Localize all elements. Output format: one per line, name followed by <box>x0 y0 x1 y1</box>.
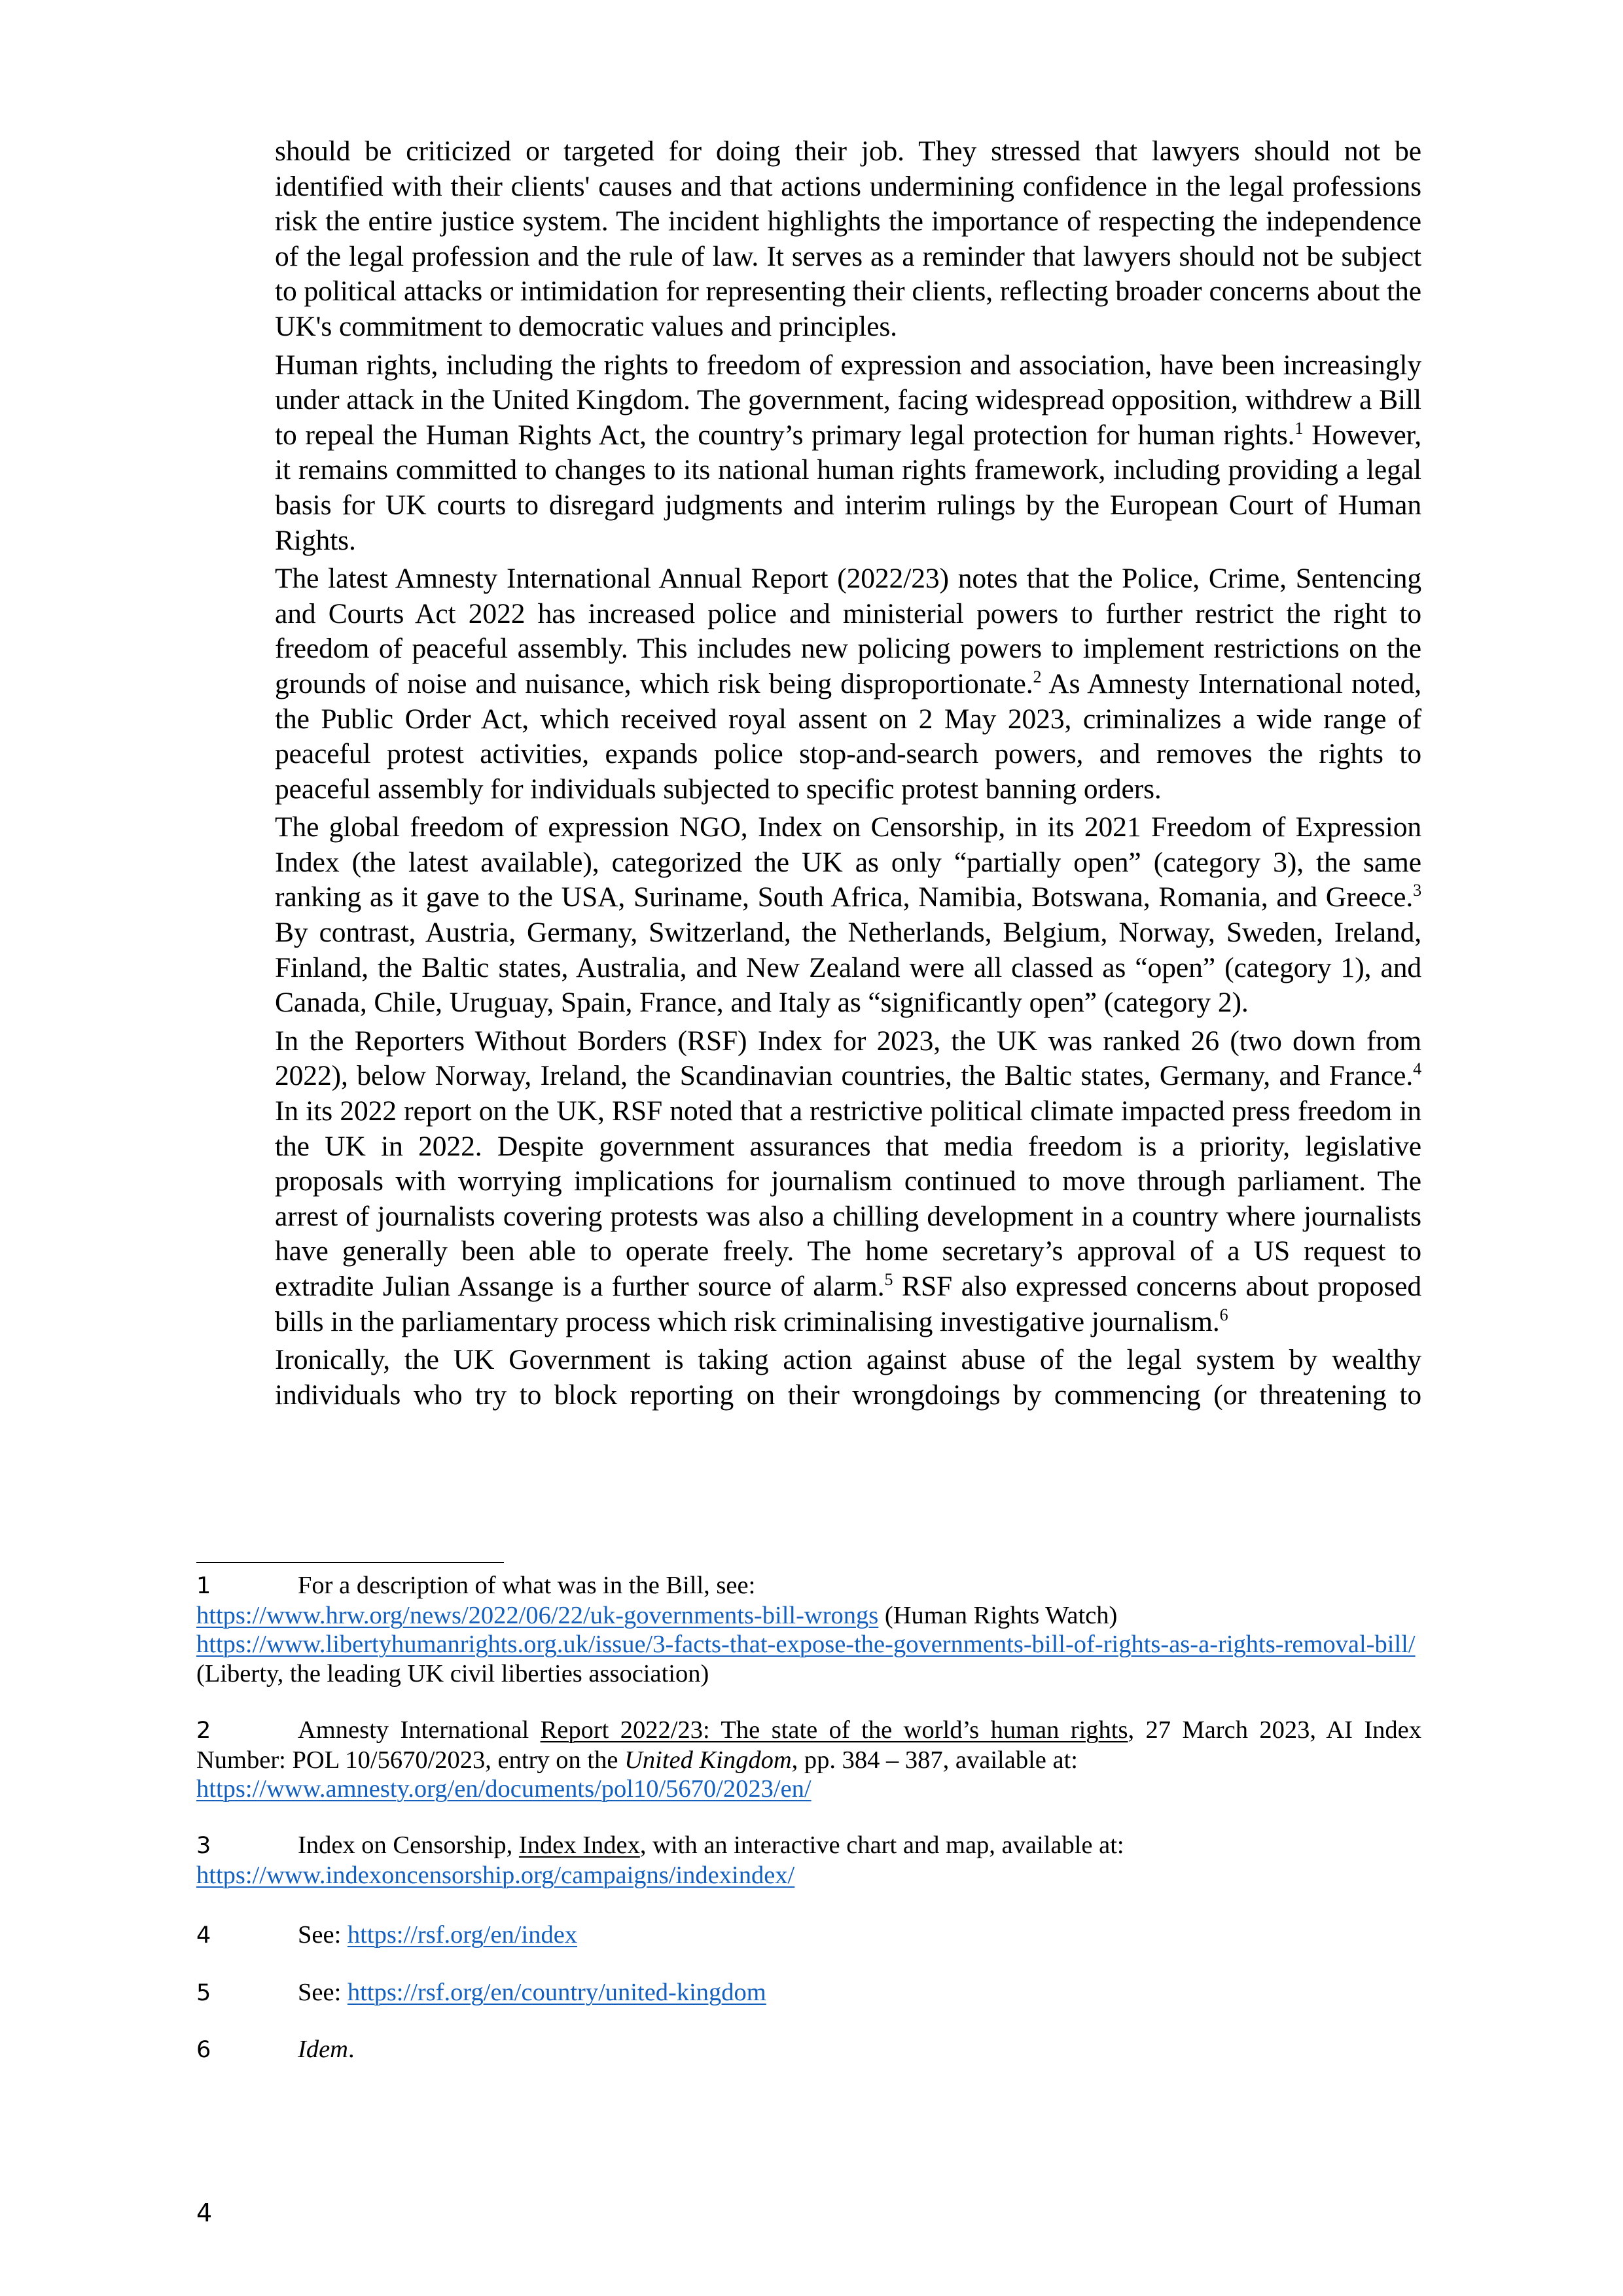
paragraph-ironically: Ironically, the UK Government is taking action against abuse of the legal system by wealthy individuals who try to block reporting on their wrongdoings by commencing (or threatening to <box>275 1344 1421 1411</box>
footnote-link-liberty[interactable]: https://www.libertyhumanrights.org.uk/issue/3-facts-that-expose-the-governments-bill-of-rights-as-a-rights-removal-bill/ <box>196 1631 1416 1658</box>
footnote-number: 1 <box>196 1573 211 1599</box>
footnote-link-hrw[interactable]: https://www.hrw.org/news/2022/06/22/uk-governments-bill-wrongs <box>196 1601 879 1629</box>
footnote-number: 3 <box>196 1833 211 1859</box>
page-number: 4 <box>196 2199 213 2227</box>
footnote-number: 2 <box>196 1718 211 1744</box>
body-text <box>275 134 1421 1416</box>
footnote-3: 3 Index on Censorship, Index Index, with an interactive chart and map, available at: https://www.indexoncensorship.org/campaigns/indexindex/ <box>196 1831 1124 1889</box>
report-title: Report 2022/23: The state of the world’s human rights <box>540 1716 1128 1744</box>
footnote-ref-4[interactable]: 4 <box>1413 1059 1421 1079</box>
footnote-link-rsf-index[interactable]: https://rsf.org/en/index <box>347 1921 578 1949</box>
paragraph-human-rights: Human rights, including the rights to freedom of expression and association, have been increasingly under attack in the United Kingdom. The government, facing widespread opposition, withdrew a Bill to repeal the Human Rights Act, the country’s primary legal protection for human rights.$^1$ However, it remains committed to changes to its national human rights framework, including providing a legal basis for UK courts to disregard judgments and interim rulings by the European Court of Human Rights. <box>275 349 1421 556</box>
footnote-5: 5 See: https://rsf.org/en/country/united-kingdom <box>196 1978 1421 2008</box>
footnote-4: 4 See: https://rsf.org/en/index <box>196 1920 1421 1951</box>
footnote-ref-5[interactable]: 5 <box>884 1270 893 1289</box>
footnote-number: 5 <box>196 1980 211 2006</box>
footnote-separator <box>196 1562 504 1563</box>
paragraph-amnesty: The latest Amnesty International Annual Report (2022/23) notes that the Police, Crime, Sentencing and Courts Act 2022 has increased police and ministerial powers to further restrict the right to freedom of peaceful assembly. This includes new policing powers to implement restrictions on the grounds of noise and nuisance, which risk being disproportionate.$^2$ As Amnesty International noted, the Public Order Act, which received royal assent on 2 May 2023, criminalizes a wide range of peaceful protest activities, expands police stop-and-search powers, and removes the rights to peaceful assembly for individuals subjected to specific protest banning orders. <box>275 563 1422 805</box>
footnote-link-amnesty[interactable]: https://www.amnesty.org/en/documents/pol10/5670/2023/en/ <box>196 1775 812 1803</box>
paragraph-index-on-censorship: The global freedom of expression NGO, Index on Censorship, in its 2021 Freedom of Expression Index (the latest available), categorized the UK as only “partially open” (category 3), the same ranking as it gave to the USA, Suriname, South Africa, Namibia, Botswana, Romania, and Greece.$^3$ By contrast, Austria, Germany, Switzerland, the Netherlands, Belgium, Norway, Sweden, Ireland, Finland, the Baltic states, Australia, and New Zealand were all classed as “open” (category 1), and Canada, Chile, Uruguay, Spain, France, and Italy as “significantly open” (category 2). <box>275 811 1421 1019</box>
footnote-6: 6 Idem. <box>196 2035 1421 2065</box>
footnote-number: 4 <box>196 1922 211 1949</box>
footnote-link-indexoncensorship[interactable]: https://www.indexoncensorship.org/campaigns/indexindex/ <box>196 1861 795 1889</box>
footnote-1: 1 For a description of what was in the Bill, see: https://www.hrw.org/news/2022/06/22/uk-governments-bill-wrongs (Human Rights Watch) https://www.libertyhumanrights.org.uk/issue/3-facts-that-expose-the-governments-bill-of-rights-as-a-rights-removal-bill/ (Liberty, the leading UK civil liberties association) <box>196 1572 1416 1687</box>
paragraph-rsf: In the Reporters Without Borders (RSF) Index for 2023, the UK was ranked 26 (two down from 2022), below Norway, Ireland, the Scandinavian countries, the Baltic states, Germany, and France.$^4$ In its 2022 report on the UK, RSF noted that a restrictive political climate impacted press freedom in the UK in 2022. Despite government assurances that media freedom is a priority, legislative proposals with worrying implications for journalism continued to move through parliament. The arrest of journalists covering protests was also a chilling development in a country where journalists have generally been able to operate freely. The home secretary’s approval of a US request to extradite Julian Assange is a further source of alarm.$^5$ RSF also expressed concerns about proposed bills in the parliamentary process which risk criminalising investigative journalism.$^6$ <box>275 1025 1421 1337</box>
footnote-link-rsf-uk[interactable]: https://rsf.org/en/country/united-kingdom <box>347 1979 766 2006</box>
footnote-ref-6[interactable]: 6 <box>1219 1305 1228 1324</box>
footnote-ref-2[interactable]: 2 <box>1033 667 1042 686</box>
footnote-2: 2 Amnesty International Report 2022/23: The state of the world’s human rights, 27 March 2023, AI Index Number: POL 10/5670/2023, entry on the United Kingdom, pp. 384 – 387, available at: https://www.amnesty.org/en/documents/pol10/5670/2023/en/ <box>196 1716 1422 1803</box>
index-title: Index Index <box>518 1831 640 1859</box>
footnote-ref-1[interactable]: 1 <box>1294 418 1304 438</box>
footnote-ref-3[interactable]: 3 <box>1413 881 1421 900</box>
footnote-number: 6 <box>196 2037 211 2063</box>
paragraph-lawyers: should be criticized or targeted for doing their job. They stressed that lawyers should not be identified with their clients' causes and that actions undermining confidence in the legal professions risk the entire justice system. The incident highlights the importance of respecting the independence of the legal profession and the rule of law. It serves as a reminder that lawyers should not be subject to political attacks or intimidation for representing their clients, reflecting broader concerns about the UK's commitment to democratic values and principles. <box>275 135 1421 342</box>
